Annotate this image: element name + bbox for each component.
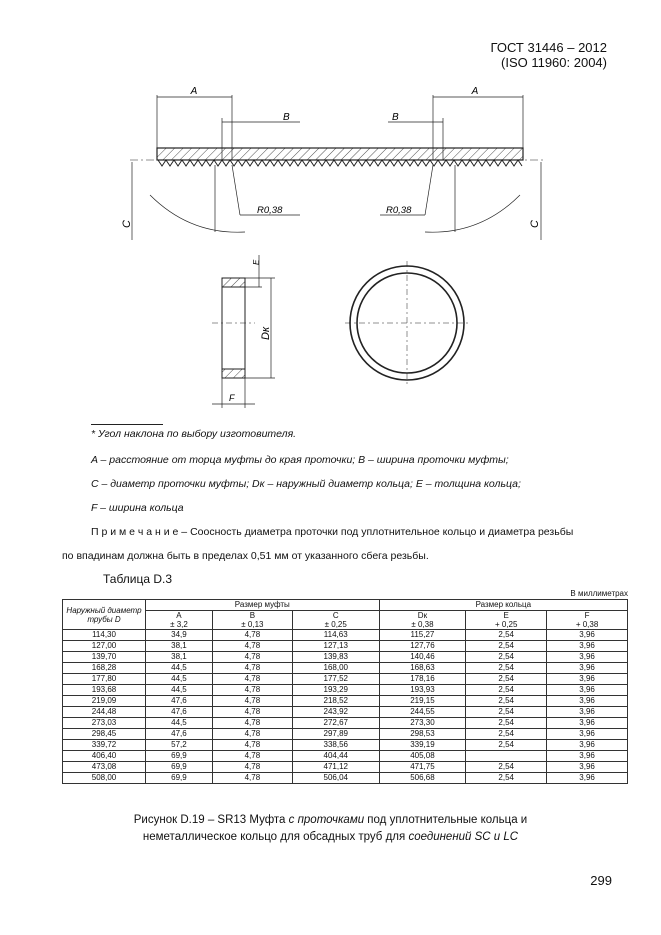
figure-caption-line1 <box>0 812 661 829</box>
table-cell: 44,5 <box>146 663 213 674</box>
table-cell: 3,96 <box>547 740 628 751</box>
table-cell: 3,96 <box>547 696 628 707</box>
dim-c-left: C <box>121 220 133 228</box>
table-cell: 3,96 <box>547 762 628 773</box>
subheader-name: F <box>584 611 590 620</box>
caption-part5: соединений SC и LC <box>408 831 519 843</box>
table-cell: 2,54 <box>466 674 547 685</box>
remark-line1 <box>91 526 573 539</box>
table-row <box>63 663 628 674</box>
subheader-tolerance: ± 3,2 <box>170 620 188 629</box>
table-cell: 4,78 <box>212 685 292 696</box>
caption-part3: под уплотнительные кольца и <box>364 814 528 826</box>
table-row <box>63 707 628 718</box>
table-cell: 193,93 <box>379 685 466 696</box>
table-row <box>63 641 628 652</box>
table-cell: 139,70 <box>63 652 146 663</box>
subheader-cell <box>146 611 213 630</box>
table-cell: 2,54 <box>466 729 547 740</box>
table-row <box>63 729 628 740</box>
dim-b-right: B <box>392 112 399 123</box>
table-cell: 178,16 <box>379 674 466 685</box>
table-units: В миллиметрах <box>570 589 628 598</box>
table-cell: 69,9 <box>146 762 213 773</box>
table-cell: 3,96 <box>547 652 628 663</box>
subheader-tolerance: ± 0,25 <box>324 620 347 629</box>
table-cell: 168,63 <box>379 663 466 674</box>
dim-b-left: B <box>283 112 290 123</box>
table-cell: 339,72 <box>63 740 146 751</box>
table-cell: 272,67 <box>292 718 379 729</box>
dim-a-left: A <box>190 86 198 97</box>
remark-line2: по впадинам должна быть в пределах 0,51 мм от указанного сбега резьбы. <box>62 550 429 562</box>
table-cell: 2,54 <box>466 685 547 696</box>
subheader-name: E <box>503 611 509 620</box>
table-cell: 471,12 <box>292 762 379 773</box>
remark-label: П р и м е ч а н и е <box>91 526 179 538</box>
table-row <box>63 740 628 751</box>
table-cell: 4,78 <box>212 652 292 663</box>
subheader-cell <box>466 611 547 630</box>
table-cell: 4,78 <box>212 762 292 773</box>
table-cell: 2,54 <box>466 707 547 718</box>
ring-front-view <box>345 261 469 385</box>
table-row <box>63 751 628 762</box>
subheader-name: Dк <box>417 611 428 620</box>
table-cell: 69,9 <box>146 751 213 762</box>
table-cell: 38,1 <box>146 652 213 663</box>
coupling-drawing <box>0 80 661 410</box>
table-cell: 2,54 <box>466 718 547 729</box>
table-cell: 127,00 <box>63 641 146 652</box>
subheader-cell <box>379 611 466 630</box>
table-cell: 57,2 <box>146 740 213 751</box>
dim-dk: Dк <box>260 326 272 340</box>
table-cell: 3,96 <box>547 707 628 718</box>
table-cell: 298,53 <box>379 729 466 740</box>
footnote: * Угол наклона по выбору изготовителя. <box>91 428 297 440</box>
subheader-cell <box>292 611 379 630</box>
table-cell: 44,5 <box>146 718 213 729</box>
table-cell: 44,5 <box>146 674 213 685</box>
table-cell: 3,96 <box>547 630 628 641</box>
caption-part1: Рисунок D.19 – SR13 Муфта <box>133 814 289 826</box>
figure-caption-line2 <box>0 829 661 846</box>
table-cell: 4,78 <box>212 696 292 707</box>
table-cell: 127,76 <box>379 641 466 652</box>
legend-cde: C – диаметр проточки муфты; Dк – наружный диаметр кольца; E – толщина кольца; <box>91 478 521 490</box>
table-cell: 2,54 <box>466 696 547 707</box>
footnote-rule <box>91 424 163 425</box>
table-cell: 47,6 <box>146 707 213 718</box>
table-cell: 3,96 <box>547 751 628 762</box>
dim-f: F <box>229 393 235 403</box>
subheader-name: A <box>176 611 182 620</box>
radius-right: R0,38 <box>386 205 412 216</box>
page-number: 299 <box>590 873 612 888</box>
table-cell: 2,54 <box>466 630 547 641</box>
table-cell: 177,52 <box>292 674 379 685</box>
table-cell: 115,27 <box>379 630 466 641</box>
table-title: Таблица D.3 <box>103 572 173 586</box>
table-cell: 4,78 <box>212 740 292 751</box>
table-cell: 3,96 <box>547 773 628 784</box>
table-cell: 168,28 <box>63 663 146 674</box>
table-cell: 38,1 <box>146 641 213 652</box>
table-row <box>63 773 628 784</box>
table-cell: 3,96 <box>547 729 628 740</box>
iso-reference: (ISO 11960: 2004) <box>501 55 607 70</box>
table-row <box>63 685 628 696</box>
table-cell: 34,9 <box>146 630 213 641</box>
subheader-cell <box>547 611 628 630</box>
header-ring-size: Размер кольца <box>379 600 627 611</box>
table-cell: 339,19 <box>379 740 466 751</box>
subheader-row <box>63 611 628 630</box>
table-body <box>63 630 628 784</box>
table-cell: 4,78 <box>212 729 292 740</box>
table-cell: 2,54 <box>466 641 547 652</box>
table-cell: 3,96 <box>547 718 628 729</box>
table-cell: 193,29 <box>292 685 379 696</box>
dim-c-right: C <box>529 220 541 228</box>
header-coupling-size: Размер муфты <box>146 600 380 611</box>
table-cell: 2,54 <box>466 663 547 674</box>
table-cell: 508,00 <box>63 773 146 784</box>
table-cell: 4,78 <box>212 751 292 762</box>
table-cell: 114,30 <box>63 630 146 641</box>
table-cell: 219,09 <box>63 696 146 707</box>
caption-part4: неметаллическое кольцо для обсадных труб для <box>142 831 409 843</box>
table-cell: 506,68 <box>379 773 466 784</box>
table-row <box>63 630 628 641</box>
table-cell: 406,40 <box>63 751 146 762</box>
legend-ab: A – расстояние от торца муфты до края проточки; B – ширина проточки муфты; <box>91 454 509 466</box>
table-cell: 4,78 <box>212 663 292 674</box>
table-cell: 506,04 <box>292 773 379 784</box>
table-cell: 473,08 <box>63 762 146 773</box>
table-row <box>63 652 628 663</box>
table-cell: 2,54 <box>466 652 547 663</box>
dim-e: E <box>252 259 261 265</box>
coupling-section <box>130 148 545 166</box>
table-cell: 4,78 <box>212 630 292 641</box>
table-cell: 168,00 <box>292 663 379 674</box>
table-cell: 4,78 <box>212 707 292 718</box>
subheader-cell <box>212 611 292 630</box>
table-cell: 298,45 <box>63 729 146 740</box>
subheader-name: B <box>249 611 256 620</box>
remark-text: – Соосность диаметра проточки под уплотнительное кольцо и диаметра резьбы <box>178 526 574 538</box>
table-cell: 338,56 <box>292 740 379 751</box>
table-cell: 244,48 <box>63 707 146 718</box>
dim-a-right: A <box>471 86 479 97</box>
subheader-tolerance: ± 0,13 <box>241 620 264 629</box>
standard-code: ГОСТ 31446 – 2012 <box>490 40 607 55</box>
table-cell: 2,54 <box>466 773 547 784</box>
table-cell: 4,78 <box>212 773 292 784</box>
header-pipe-diameter: Наружный диаметр трубы D <box>63 600 146 630</box>
table-cell: 2,54 <box>466 740 547 751</box>
table-cell: 243,92 <box>292 707 379 718</box>
table-cell: 405,08 <box>379 751 466 762</box>
radius-left: R0,38 <box>257 205 283 216</box>
table-cell: 69,9 <box>146 773 213 784</box>
table-cell: 4,78 <box>212 718 292 729</box>
subheader-name: C <box>332 611 339 620</box>
table-cell: 244,55 <box>379 707 466 718</box>
table-cell: 218,52 <box>292 696 379 707</box>
table-cell: 273,03 <box>63 718 146 729</box>
table-cell: 2,54 <box>466 762 547 773</box>
subheader-tolerance: ± 0,38 <box>411 620 434 629</box>
dimensions-table <box>62 599 628 784</box>
table-cell: 140,46 <box>379 652 466 663</box>
table-cell: 4,78 <box>212 674 292 685</box>
table-row <box>63 718 628 729</box>
table-cell: 139,83 <box>292 652 379 663</box>
table-cell: 219,15 <box>379 696 466 707</box>
table-cell: 471,75 <box>379 762 466 773</box>
table-cell: 3,96 <box>547 674 628 685</box>
subheader-tolerance: + 0,38 <box>575 620 599 629</box>
legend-f: F – ширина кольца <box>91 502 184 514</box>
table-cell: 3,96 <box>547 663 628 674</box>
table-cell: 3,96 <box>547 641 628 652</box>
table-row <box>63 674 628 685</box>
table-cell: 404,44 <box>292 751 379 762</box>
table-cell: 44,5 <box>146 685 213 696</box>
subheader-tolerance: + 0,25 <box>494 620 518 629</box>
table-cell: 3,96 <box>547 685 628 696</box>
table-cell: 193,68 <box>63 685 146 696</box>
table-cell: 4,78 <box>212 641 292 652</box>
table-cell: 297,89 <box>292 729 379 740</box>
table-cell: 47,6 <box>146 696 213 707</box>
table-cell: 177,80 <box>63 674 146 685</box>
table-cell: 47,6 <box>146 729 213 740</box>
table-cell <box>466 751 547 762</box>
table-row <box>63 696 628 707</box>
caption-part2: с проточками <box>288 814 365 826</box>
table-cell: 114,63 <box>292 630 379 641</box>
table-cell: 127,13 <box>292 641 379 652</box>
table-cell: 273,30 <box>379 718 466 729</box>
table-row <box>63 762 628 773</box>
